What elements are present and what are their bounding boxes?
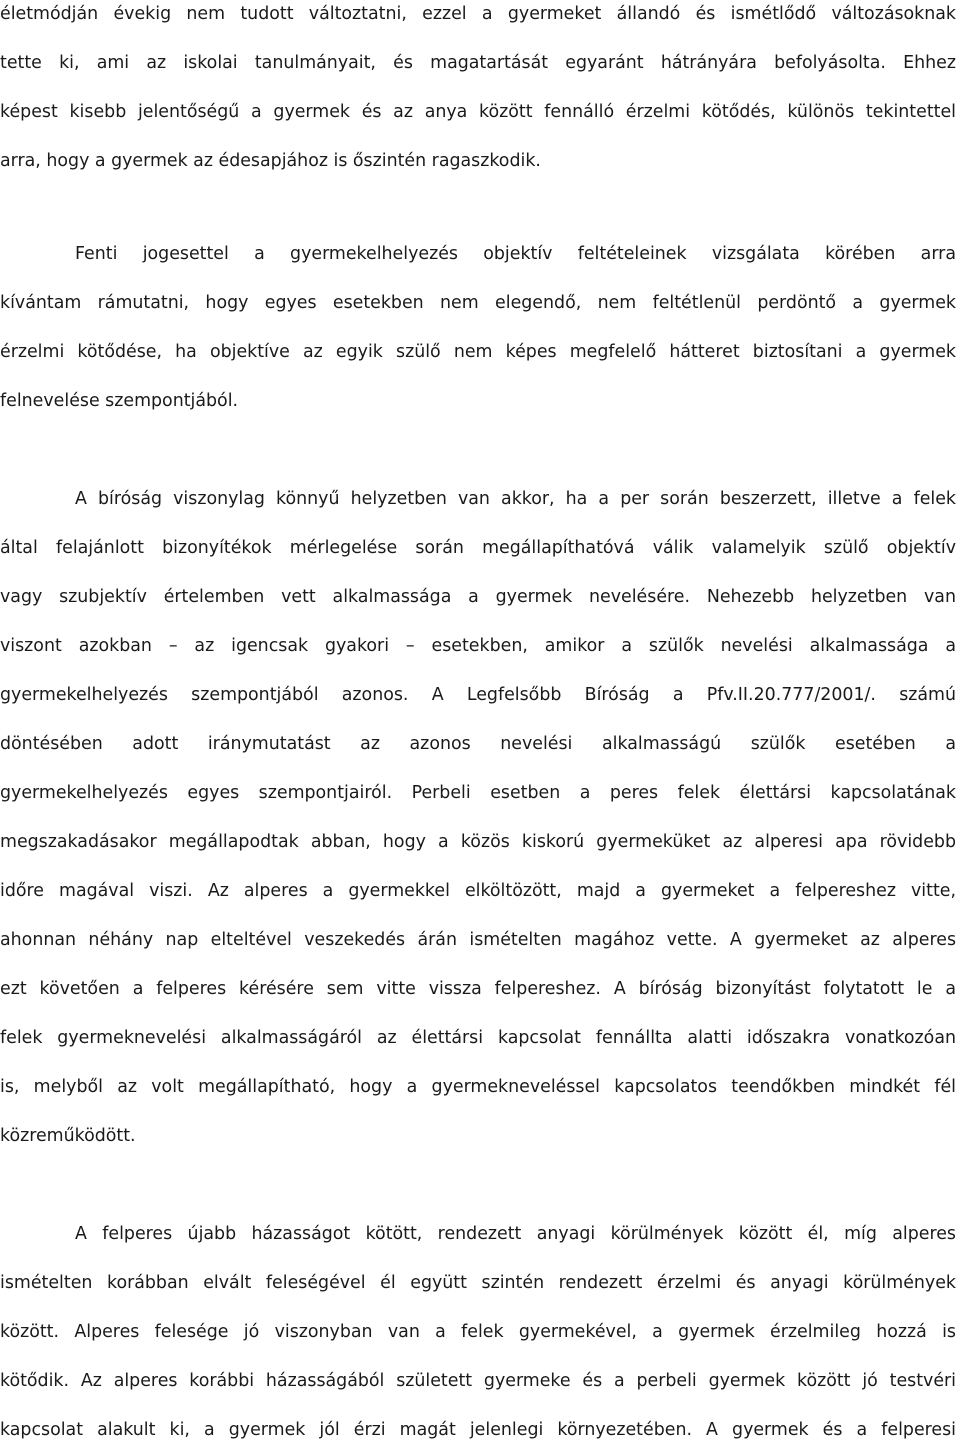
paragraph-3-line-3: vagy szubjektív értelemben vett alkalmassága a gyermek nevelésére. Nehezebb helyzetben van xyxy=(0,587,956,607)
paragraph-2-line-1: Fenti jogesettel a gyermekelhelyezés objektív feltételeinek vizsgálata körében arra xyxy=(75,244,956,264)
paragraph-2 xyxy=(0,230,956,426)
paragraph-3-line-11: ezt követően a felperes kérésére sem vitte vissza felpereshez. A bíróság bizonyítást folytatott le a xyxy=(0,979,956,999)
paragraph-3-line-4: viszont azokban – az igencsak gyakori – esetekben, amikor a szülők nevelési alkalmassága a xyxy=(0,636,956,656)
paragraph-1-line-1: életmódján évekig nem tudott változtatni, ezzel a gyermeket állandó és ismétlődő változásoknak xyxy=(0,4,956,24)
paragraph-1 xyxy=(0,0,956,186)
paragraph-4-line-2: ismételten korábban elvált feleségével él együtt szintén rendezett érzelmi és anyagi körülmények xyxy=(0,1273,956,1293)
paragraph-4-line-4: kötődik. Az alperes korábbi házasságából született gyermeke és a perbeli gyermek között jó testvéri xyxy=(0,1371,956,1391)
paragraph-3-line-6: döntésében adott iránymutatást az azonos nevelési alkalmasságú szülők esetében a xyxy=(0,734,956,754)
paragraph-4-line-1: A felperes újabb házasságot kötött, rendezett anyagi körülmények között él, míg alperes xyxy=(75,1224,956,1244)
paragraph-3-line-2: által felajánlott bizonyítékok mérlegelése során megállapíthatóvá válik valamelyik szülő objektív xyxy=(0,538,956,558)
paragraph-3-line-12: felek gyermeknevelési alkalmasságáról az élettársi kapcsolat fennállta alatti időszakra vonatkozóan xyxy=(0,1028,956,1048)
paragraph-3-line-1: A bíróság viszonylag könnyű helyzetben van akkor, ha a per során beszerzett, illetve a felek xyxy=(75,489,956,509)
paragraph-1-line-2: tette ki, ami az iskolai tanulmányait, és magatartását egyaránt hátrányára befolyásolta. Ehhez xyxy=(0,53,956,73)
paragraph-1-line-3: képest kisebb jelentőségű a gyermek és az anya között fennálló érzelmi kötődés, különös tekintettel xyxy=(0,102,956,122)
paragraph-3-line-14: közreműködött. xyxy=(0,1126,136,1146)
paragraph-2-line-2: kívántam rámutatni, hogy egyes esetekben nem elegendő, nem feltétlenül perdöntő a gyermek xyxy=(0,293,956,313)
paragraph-2-line-3: érzelmi kötődése, ha objektíve az egyik szülő nem képes megfelelő hátteret biztosítani a gyermek xyxy=(0,342,956,362)
paragraph-3-line-5: gyermekelhelyezés szempontjából azonos. A Legfelsőbb Bíróság a Pfv.II.20.777/2001/. számú xyxy=(0,685,956,705)
paragraph-3-line-9: időre magával viszi. Az alperes a gyermekkel elköltözött, majd a gyermeket a felpereshez vitte, xyxy=(0,881,956,901)
paragraph-1-line-4: arra, hogy a gyermek az édesapjához is őszintén ragaszkodik. xyxy=(0,151,541,171)
paragraph-4-line-5: kapcsolat alakult ki, a gyermek jól érzi magát jelenlegi környezetében. A gyermek és a felperesi xyxy=(0,1420,956,1440)
paragraph-3-line-8: megszakadásakor megállapodtak abban, hogy a közös kiskorú gyermeküket az alperesi apa rövidebb xyxy=(0,832,956,852)
paragraph-4 xyxy=(0,1210,956,1455)
paragraph-3-line-7: gyermekelhelyezés egyes szempontjairól. Perbeli esetben a peres felek élettársi kapcsolatának xyxy=(0,783,956,803)
paragraph-4-line-3: között. Alperes felesége jó viszonyban van a felek gyermekével, a gyermek érzelmileg hozzá is xyxy=(0,1322,956,1342)
paragraph-3-line-13: is, melyből az volt megállapítható, hogy a gyermekneveléssel kapcsolatos teendőkben mindkét fél xyxy=(0,1077,956,1097)
paragraph-3 xyxy=(0,475,956,1161)
paragraph-2-line-4: felnevelése szempontjából. xyxy=(0,391,239,411)
paragraph-3-line-10: ahonnan néhány nap elteltével veszekedés árán ismételten magához vette. A gyermeket az alperes xyxy=(0,930,956,950)
